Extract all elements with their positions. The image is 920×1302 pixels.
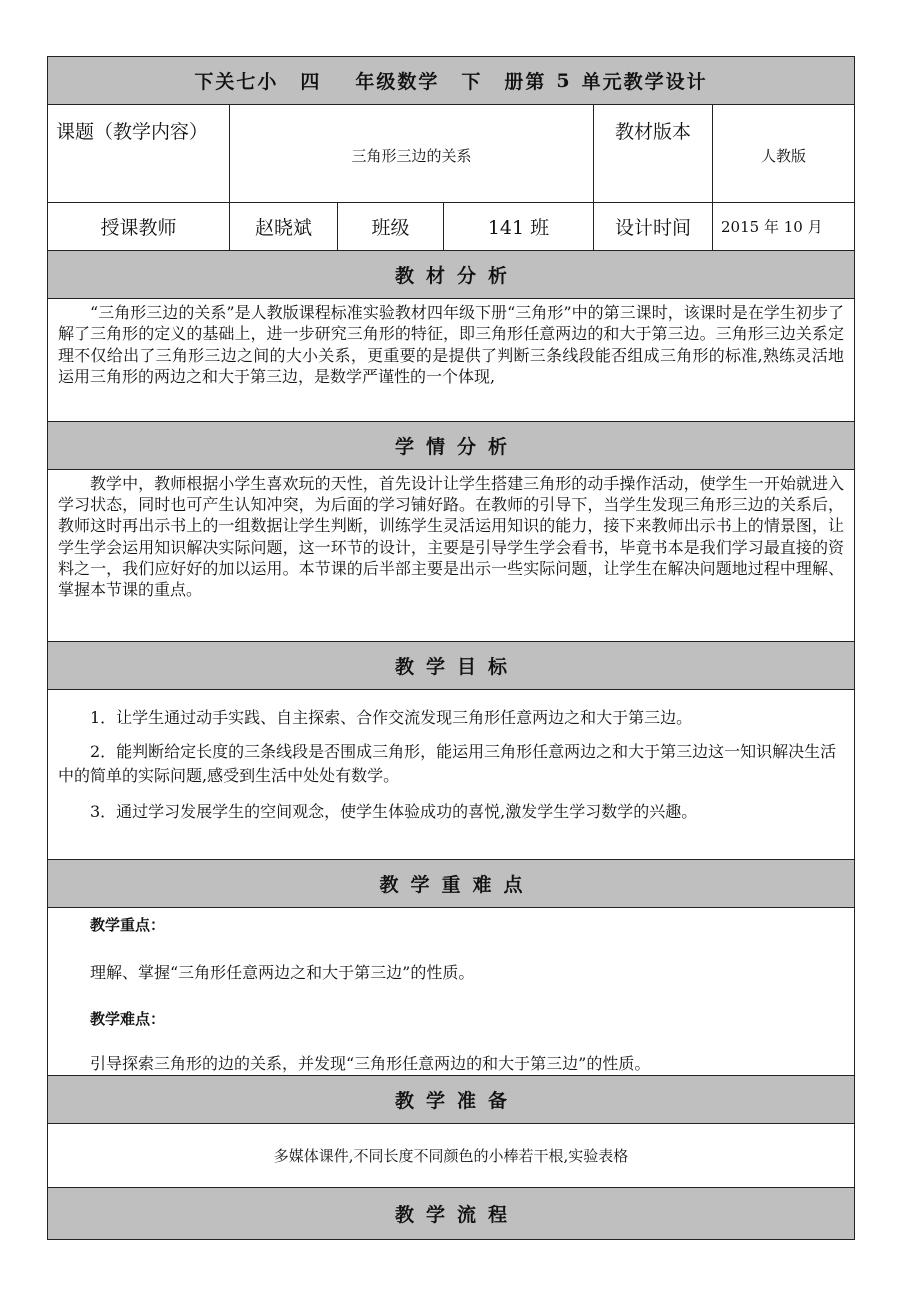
difficulty-label: 教学难点： [90,1010,166,1028]
edition-label: 教材版本 [614,121,691,143]
objectives-heading [48,642,854,690]
topic-label-cell [48,105,230,202]
topic-value: 三角形三边的关系 [351,147,472,165]
topic-row [48,105,854,203]
lesson-plan-table [47,56,855,1240]
objectives-title: 教学目标 [394,656,519,678]
edition-label-cell [594,105,713,202]
title-school: 下关七小 [194,71,279,93]
teacher-value: 赵晓斌 [254,217,312,239]
focus-label: 教学重点： [90,916,166,934]
learner-analysis-title: 学情分析 [394,436,519,458]
teacher-label-cell [48,203,230,250]
class-value: 141 班 [487,217,550,239]
material-analysis-title: 教材分析 [394,265,519,287]
title-grade: 四 [300,71,322,93]
date-value-cell [713,203,854,250]
document-title [48,57,854,105]
key-points-title: 教学重难点 [379,874,535,896]
title-term: 下 [461,71,483,93]
objective-item: 3．通过学习发展学生的空间观念，使学生体验成功的喜悦,激发学生学习数学的兴趣。 [90,802,698,821]
objective-item: 1．让学生通过动手实践、自主探索、合作交流发现三角形任意两边之和大于第三边。 [90,708,693,727]
preparation-text: 多媒体课件,不同长度不同颜色的小棒若干根,实验表格 [273,1147,629,1165]
title-subject: 年级数学 [355,71,440,93]
title-volume: 册第 [504,71,547,93]
class-value-cell [444,203,594,250]
edition-value: 人教版 [760,147,806,165]
material-analysis-body [48,299,854,422]
class-label: 班级 [371,217,410,239]
objectives-body [48,690,854,860]
key-points-body [48,908,854,1076]
process-heading [48,1188,854,1239]
preparation-heading [48,1076,854,1124]
preparation-title: 教学准备 [394,1090,519,1112]
preparation-body [48,1124,854,1188]
topic-value-cell [230,105,594,202]
date-label: 设计时间 [614,217,691,239]
title-suffix: 单元教学设计 [581,71,708,93]
focus-text: 理解、掌握“三角形任意两边之和大于第三边”的性质。 [90,963,475,982]
objective-item: 2．能判断给定长度的三条线段是否围成三角形，能运用三角形任意两边之和大于第三边这一知识解决生活中的简单的实际问题,感受到生活中处处有数学。 [58,742,837,785]
learner-analysis-body [48,470,854,642]
class-label-cell [338,203,444,250]
title-unit-number: 5 [556,69,572,92]
key-points-heading [48,860,854,908]
teacher-value-cell [230,203,338,250]
topic-label: 课题（教学内容） [56,121,209,143]
info-row [48,203,854,251]
difficulty-text: 引导探索三角形的边的关系，并发现“三角形任意两边的和大于第三边”的性质。 [90,1054,651,1073]
learner-analysis-heading [48,422,854,470]
material-analysis-heading [48,251,854,299]
edition-value-cell [713,105,854,202]
process-title: 教学流程 [394,1204,519,1226]
date-label-cell [594,203,713,250]
material-analysis-text: “三角形三边的关系”是人教版课程标准实验教材四年级下册“三角形”中的第三课时，该课时是在学生初步了解了三角形的定义的基础上，进一步研究三角形的特征，即三角形任意两边的和大于第三边。三角形三边关系定理不仅给出了三角形三边之间的大小关系，更重要的是提供了判断三条线段能否组成三角形的标准,熟练灵活地运用三角形的两边之和大于第三边，是数学严谨性的一个体现, [58,303,844,387]
date-value: 2015 年 10 月 [721,218,823,236]
teacher-label: 授课教师 [100,217,177,239]
learner-analysis-text: 教学中，教师根据小学生喜欢玩的天性，首先设计让学生搭建三角形的动手操作活动，使学生一开始就进入学习状态，同时也可产生认知冲突，为后面的学习铺好路。在教师的引导下，当学生发现三角形三边的关系后，教师这时再出示书上的一组数据让学生判断，训练学生灵活运用知识的能力，接下来教师出示书上的情景图，让学生学会运用知识解决实际问题，这一环节的设计，主要是引导学生学会看书，毕竟书本是我们学习最直接的资料之一，我们应好好的加以运用。本节课的后半部主要是出示一些实际问题，让学生在解决问题地过程中理解、掌握本节课的重点。 [58,474,844,600]
